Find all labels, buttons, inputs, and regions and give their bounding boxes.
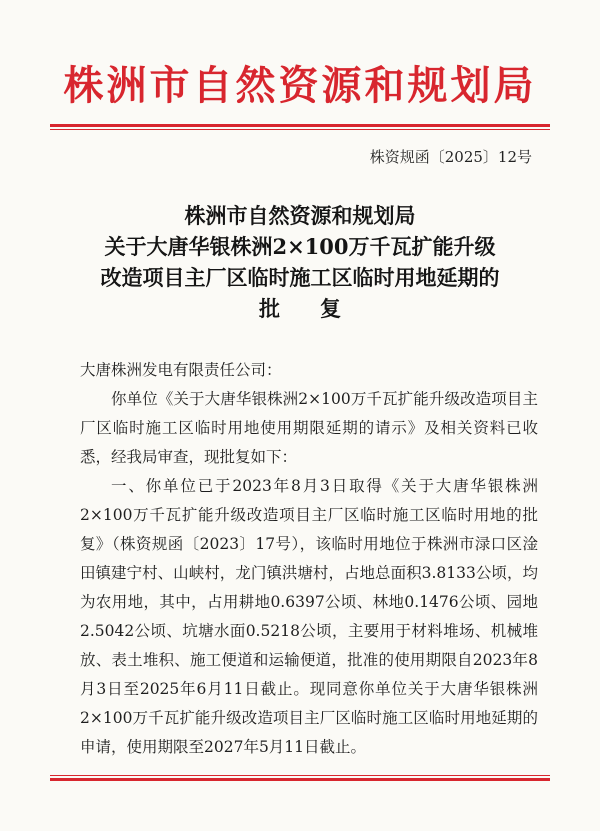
paragraph-request: 你单位《关于大唐华银株洲2×100万千瓦扩能升级改造项目主厂区临时施工区临时用地使用期限延期的请示》及相关资料已收悉，经我局审查，现批复如下： <box>80 390 538 466</box>
paragraph-approval-item-1: 一、你单位已于2023年8月3日取得《关于大唐华银株洲2×100万千瓦扩能升级改造项目主厂区临时施工区临时用地的批复》（株资规函〔2023〕17号），该临时用地位于株洲市渌口区淦田镇建宁村、山峡村，龙门镇洪塘村，占地总面积3.8133公顷，均为农用地，其中，占用耕地0.6397公顷、林地0.1476公顷、园地2.5042公顷、坑塘水面0.5218公顷，主要用于材料堆场、机械堆放、表土堆积、施工便道和运输便道，批准的使用期限自2023年8月3日至2025年6月11日截止。现同意你单位关于大唐华银株洲2×100万千瓦扩能升级改造项目主厂区临时施工区临时用地延期的申请，使用期限至2027年5月11日截止。 <box>80 477 538 756</box>
footer-divider-thick <box>50 778 550 781</box>
footer-divider-thin <box>50 775 550 776</box>
title-line-1: 株洲市自然资源和规划局 <box>184 203 416 228</box>
masthead-divider-thick <box>50 124 550 127</box>
document-body <box>80 356 538 762</box>
document-number: 株资规函〔2025〕12号 <box>369 148 532 166</box>
title-line-2: 关于大唐华银株洲2×100万千瓦扩能升级 <box>104 234 496 259</box>
title-line-3: 改造项目主厂区临时施工区临时用地延期的 <box>100 265 500 290</box>
masthead-org-name: 株洲市自然资源和规划局 <box>63 62 537 109</box>
recipient: 大唐株洲发电有限责任公司： <box>80 361 282 379</box>
document-title <box>0 200 600 324</box>
masthead-divider-thin <box>50 129 550 130</box>
title-line-4: 批复 <box>259 296 381 321</box>
